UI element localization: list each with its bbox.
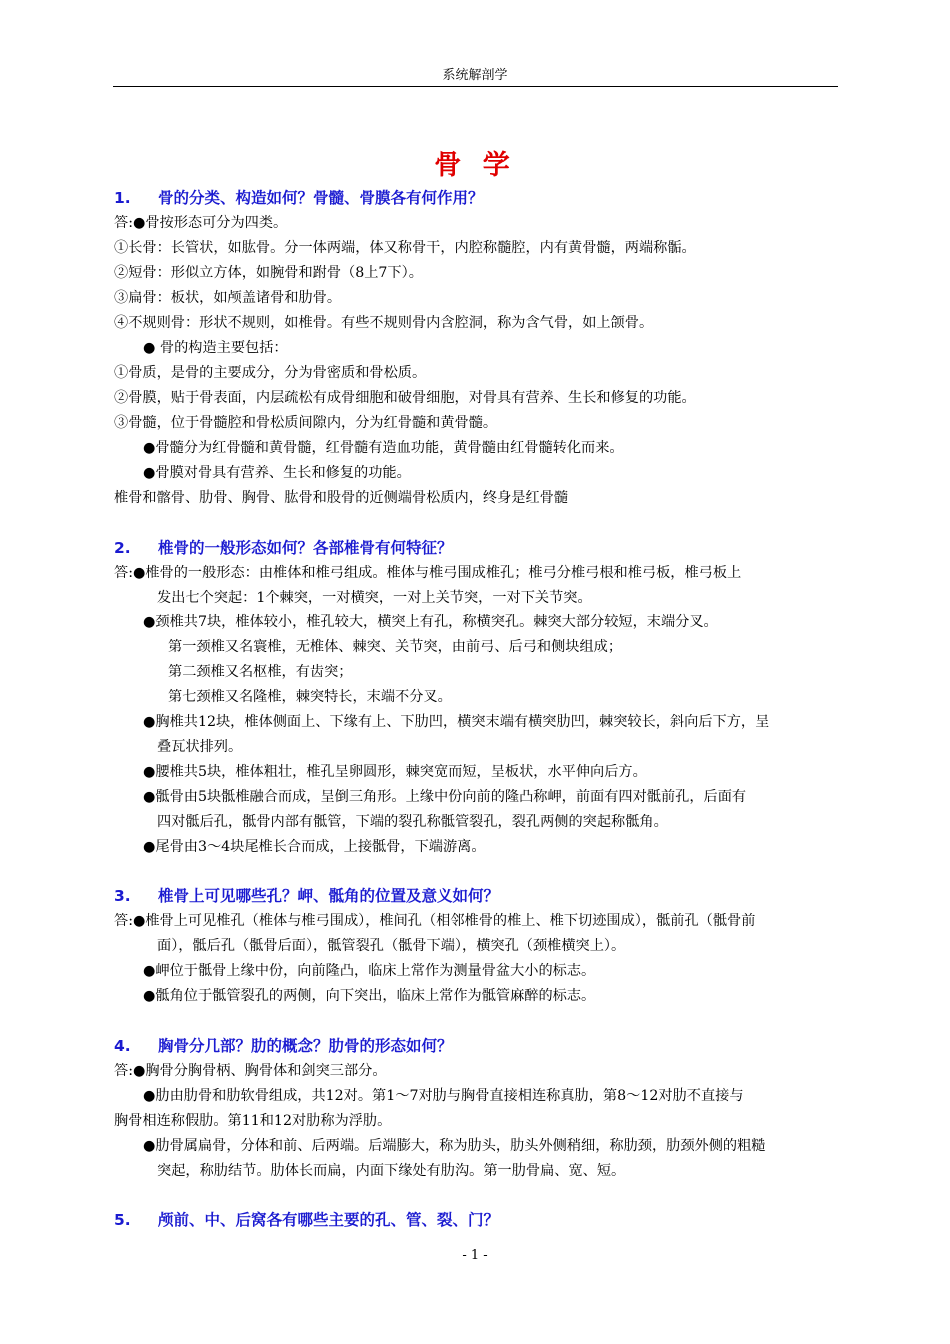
answer-line: ●岬位于骶骨上缘中份，向前隆凸，临床上常作为测量骨盆大小的标志。 (143, 963, 596, 979)
question-number: 5. (114, 1211, 131, 1229)
answer-line: ③扁骨：板状，如颅盖诸骨和肋骨。 (114, 290, 342, 306)
answer-line: 第二颈椎又名枢椎，有齿突； (168, 664, 353, 680)
answer-line: 叠瓦状排列。 (157, 739, 243, 755)
header-divider (113, 86, 838, 87)
answer-line: ●尾骨由3～4块尾椎长合而成，上接骶骨，下端游离。 (143, 839, 486, 855)
question-number: 3. (114, 887, 131, 905)
answer-line: ①骨质，是骨的主要成分，分为骨密质和骨松质。 (114, 365, 427, 381)
question-number: 2. (114, 539, 131, 557)
answer-line: ●骶角位于骶管裂孔的两侧，向下突出，临床上常作为骶管麻醉的标志。 (143, 988, 596, 1004)
answer-line: 四对骶后孔，骶骨内部有骶管，下端的裂孔称骶管裂孔，裂孔两侧的突起称骶角。 (157, 814, 668, 830)
running-header: 系统解剖学 (442, 68, 508, 83)
answer-line: ④不规则骨：形状不规则，如椎骨。有些不规则骨内含腔洞，称为含气骨，如上颌骨。 (114, 315, 654, 331)
question-text: 骨的分类、构造如何？骨髓、骨膜各有何作用？ (158, 189, 484, 207)
answer-line: 面），骶后孔（骶骨后面），骶管裂孔（骶骨下端），横突孔（颈椎横突上）。 (157, 938, 626, 954)
answer-line: ●腰椎共5块，椎体粗壮，椎孔呈卵圆形，棘突宽而短，呈板状，水平伸向后方。 (143, 764, 647, 780)
answer-line: ③骨髓，位于骨髓腔和骨松质间隙内，分为红骨髓和黄骨髓。 (114, 415, 498, 431)
answer-line: ●骶骨由5块骶椎融合而成，呈倒三角形。上缘中份向前的隆凸称岬，前面有四对骶前孔，后面有 (143, 789, 747, 805)
answer-line: ①长骨：长管状，如肱骨。分一体两端，体又称骨干，内腔称髓腔，内有黄骨髓，两端称骺。 (114, 240, 696, 256)
question-text: 颅前、中、后窝各有哪些主要的孔、管、裂、门？ (158, 1211, 500, 1229)
answer-line: 答:●椎骨的一般形态：由椎体和椎弓组成。椎体与椎弓围成椎孔；椎弓分椎弓根和椎弓板，椎弓板上 (114, 565, 742, 581)
question-text: 胸骨分几部？肋的概念？肋骨的形态如何？ (158, 1037, 453, 1055)
answer-line: ②骨膜，贴于骨表面，内层疏松有成骨细胞和破骨细胞，对骨具有营养、生长和修复的功能。 (114, 390, 696, 406)
answer-line: ● 骨的构造主要包括： (143, 340, 288, 356)
question-number: 1. (114, 189, 131, 207)
answer-line: ●胸椎共12块，椎体侧面上、下缘有上、下肋凹，横突末端有横突肋凹，棘突较长，斜向后下方，呈 (143, 714, 770, 730)
question-heading (114, 537, 453, 559)
answer-line: 答:●椎骨上可见椎孔（椎体与椎弓围成），椎间孔（相邻椎骨的椎上、椎下切迹围成），骶前孔（骶骨前 (114, 913, 756, 929)
answer-line: 第七颈椎又名隆椎，棘突特长，末端不分叉。 (168, 689, 452, 705)
question-heading (114, 1209, 499, 1231)
question-text: 椎骨上可见哪些孔？岬、骶角的位置及意义如何？ (158, 887, 500, 905)
answer-line: ●骨髓分为红骨髓和黄骨髓，红骨髓有造血功能，黄骨髓由红骨髓转化而来。 (143, 440, 624, 456)
answer-line: 答:●骨按形态可分为四类。 (114, 215, 288, 231)
answer-line: 突起，称肋结节。肋体长而扁，内面下缘处有肋沟。第一肋骨扁、宽、短。 (157, 1163, 626, 1179)
answer-line: 答:●胸骨分胸骨柄、胸骨体和剑突三部分。 (114, 1063, 387, 1079)
question-heading (114, 1035, 453, 1057)
answer-line: 发出七个突起：1个棘突，一对横突，一对上关节突，一对下关节突。 (157, 590, 592, 606)
answer-line: ●颈椎共7块，椎体较小，椎孔较大，横突上有孔，称横突孔。棘突大部分较短，末端分叉。 (143, 614, 718, 630)
answer-line: 胸骨相连称假肋。第11和12对肋称为浮肋。 (114, 1113, 392, 1129)
page-title: 骨 学 (434, 150, 516, 181)
page-number: - 1 - (462, 1248, 488, 1263)
question-number: 4. (114, 1037, 131, 1055)
answer-line: ●肋骨属扁骨，分体和前、后两端。后端膨大，称为肋头，肋头外侧稍细，称肋颈，肋颈外侧的粗糙 (143, 1138, 766, 1154)
question-text: 椎骨的一般形态如何？各部椎骨有何特征？ (158, 539, 453, 557)
question-heading (114, 187, 484, 209)
answer-line: 椎骨和髂骨、肋骨、胸骨、肱骨和股骨的近侧端骨松质内，终身是红骨髓 (114, 490, 569, 506)
question-heading (114, 885, 499, 907)
answer-line: ②短骨：形似立方体，如腕骨和跗骨（8上7下）。 (114, 265, 423, 281)
answer-line: ●肋由肋骨和肋软骨组成，共12对。第1～7对肋与胸骨直接相连称真肋，第8～12对肋不直接与 (143, 1088, 744, 1104)
answer-line: 第一颈椎又名寰椎，无椎体、棘突、关节突，由前弓、后弓和侧块组成； (168, 639, 623, 655)
answer-line: ●骨膜对骨具有营养、生长和修复的功能。 (143, 465, 411, 481)
